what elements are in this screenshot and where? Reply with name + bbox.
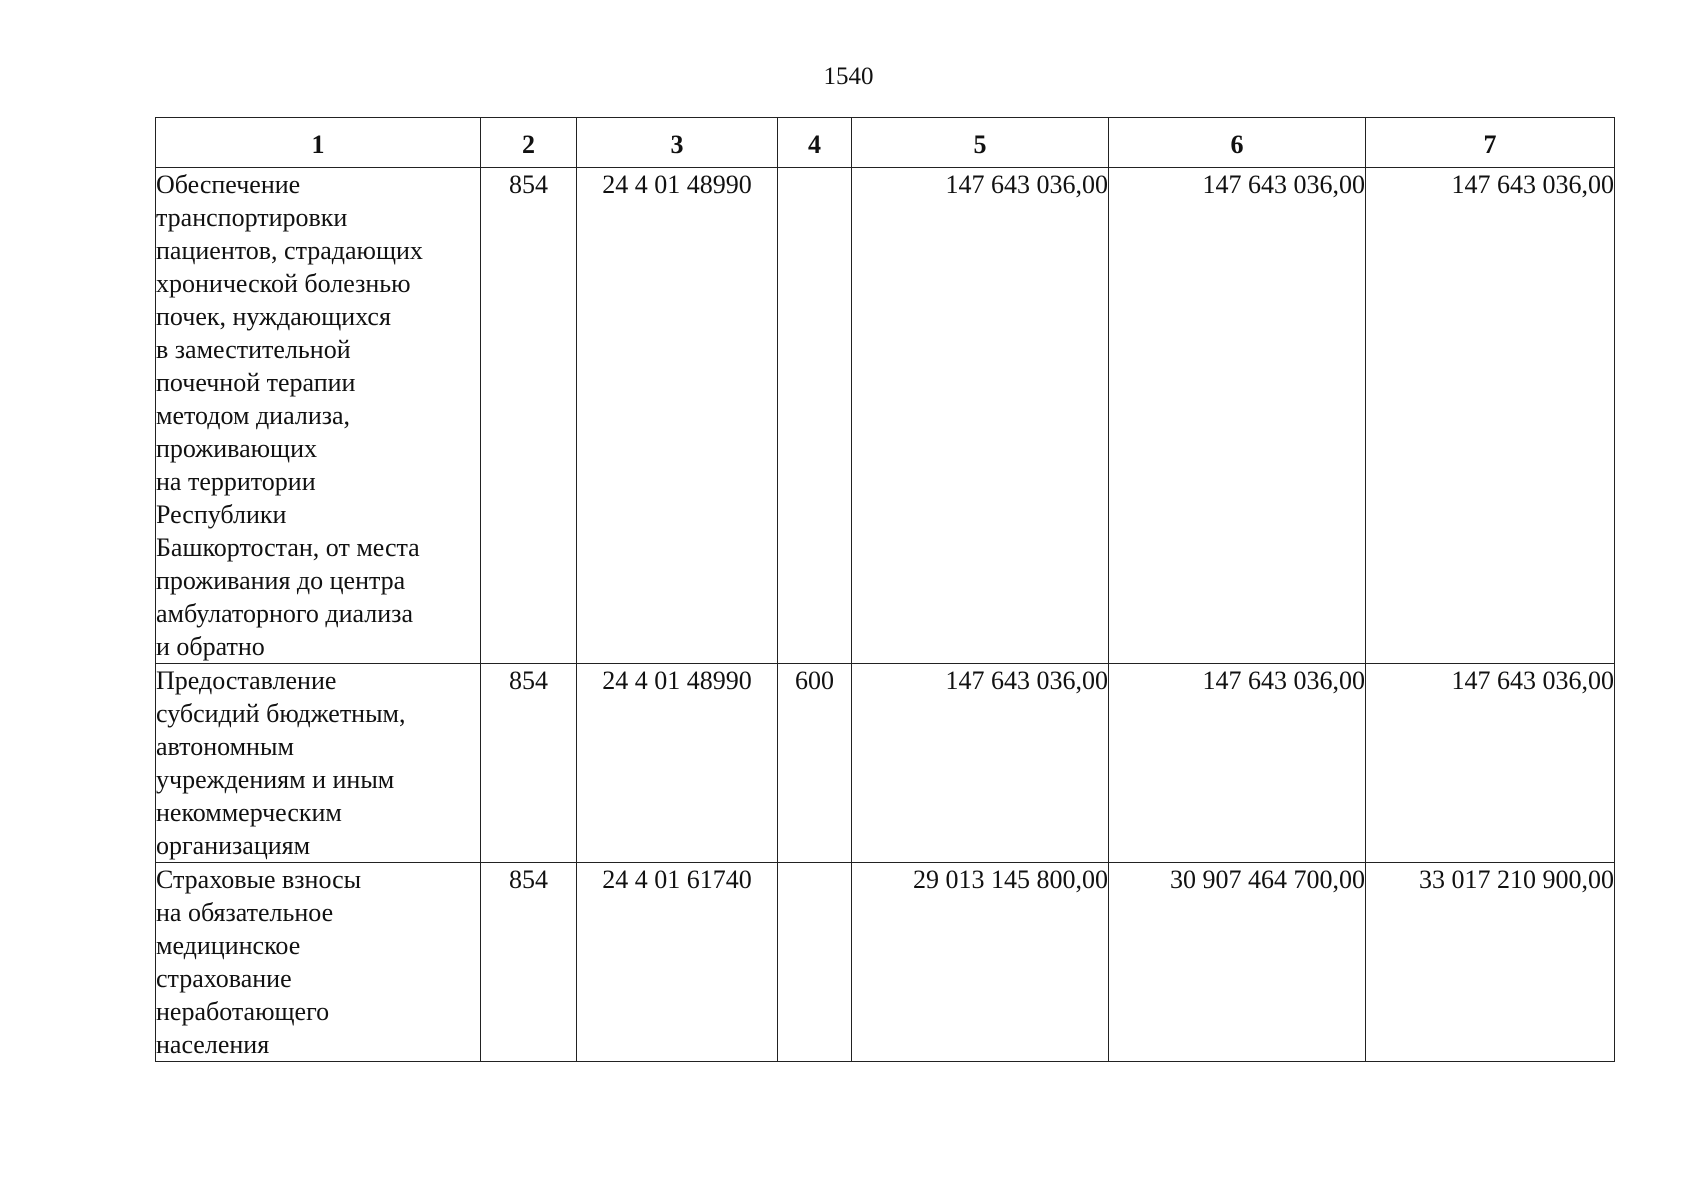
header-col-7: 7 [1366,118,1615,168]
name-line: пациентов, страдающих [156,236,423,265]
name-line: на территории [156,467,316,496]
header-col-6: 6 [1109,118,1366,168]
name-line: Башкортостан, от места [156,533,420,562]
amount-col-6-cell: 30 907 464 700,00 [1109,863,1366,1062]
name-line: организациям [156,831,311,860]
name-line: хронической болезнью [156,269,411,298]
name-line: учреждениям и иным [156,765,395,794]
header-col-3: 3 [577,118,778,168]
amount-col-7-cell: 33 017 210 900,00 [1366,863,1615,1062]
department-code-cell: 854 [481,168,577,664]
amount-col-7-cell: 147 643 036,00 [1366,168,1615,664]
row-name-cell [156,863,481,1062]
name-line: проживания до центра [156,566,406,595]
table-header-row [156,118,1615,168]
table-row [156,664,1615,863]
amount-col-6-cell: 147 643 036,00 [1109,664,1366,863]
header-col-5: 5 [852,118,1109,168]
amount-col-5-cell: 147 643 036,00 [852,168,1109,664]
name-line: почечной терапии [156,368,356,397]
name-line: почек, нуждающихся [156,302,391,331]
name-line: на обязательное [156,898,334,927]
department-code-cell: 854 [481,863,577,1062]
amount-col-6-cell: 147 643 036,00 [1109,168,1366,664]
target-article-cell: 24 4 01 61740 [577,863,778,1062]
header-col-1: 1 [156,118,481,168]
header-col-2: 2 [481,118,577,168]
name-line: в заместительной [156,335,351,364]
amount-col-5-cell: 147 643 036,00 [852,664,1109,863]
amount-col-5-cell: 29 013 145 800,00 [852,863,1109,1062]
name-line: проживающих [156,434,317,463]
table-row [156,863,1615,1062]
name-line: страхование [156,964,292,993]
department-code-cell: 854 [481,664,577,863]
row-name-cell [156,168,481,664]
name-line: населения [156,1030,270,1059]
name-line: некоммерческим [156,798,342,827]
expense-type-cell [778,863,852,1062]
name-line: медицинское [156,931,301,960]
name-line: субсидий бюджетным, [156,699,406,728]
budget-table [155,117,1615,1062]
expense-type-cell [778,168,852,664]
name-line: Предоставление [156,666,337,695]
header-col-4: 4 [778,118,852,168]
name-line: транспортировки [156,203,348,232]
name-line: Республики [156,500,287,529]
name-line: Страховые взносы [156,865,362,894]
table-row [156,168,1615,664]
name-line: неработающего [156,997,330,1026]
row-name-cell [156,664,481,863]
name-line: автономным [156,732,294,761]
name-line: амбулаторного диализа [156,599,413,628]
target-article-cell: 24 4 01 48990 [577,168,778,664]
expense-type-cell: 600 [778,664,852,863]
name-line: Обеспечение [156,170,301,199]
page-number: 1540 [823,63,874,90]
name-line: и обратно [156,632,265,661]
target-article-cell: 24 4 01 48990 [577,664,778,863]
name-line: методом диализа, [156,401,351,430]
amount-col-7-cell: 147 643 036,00 [1366,664,1615,863]
